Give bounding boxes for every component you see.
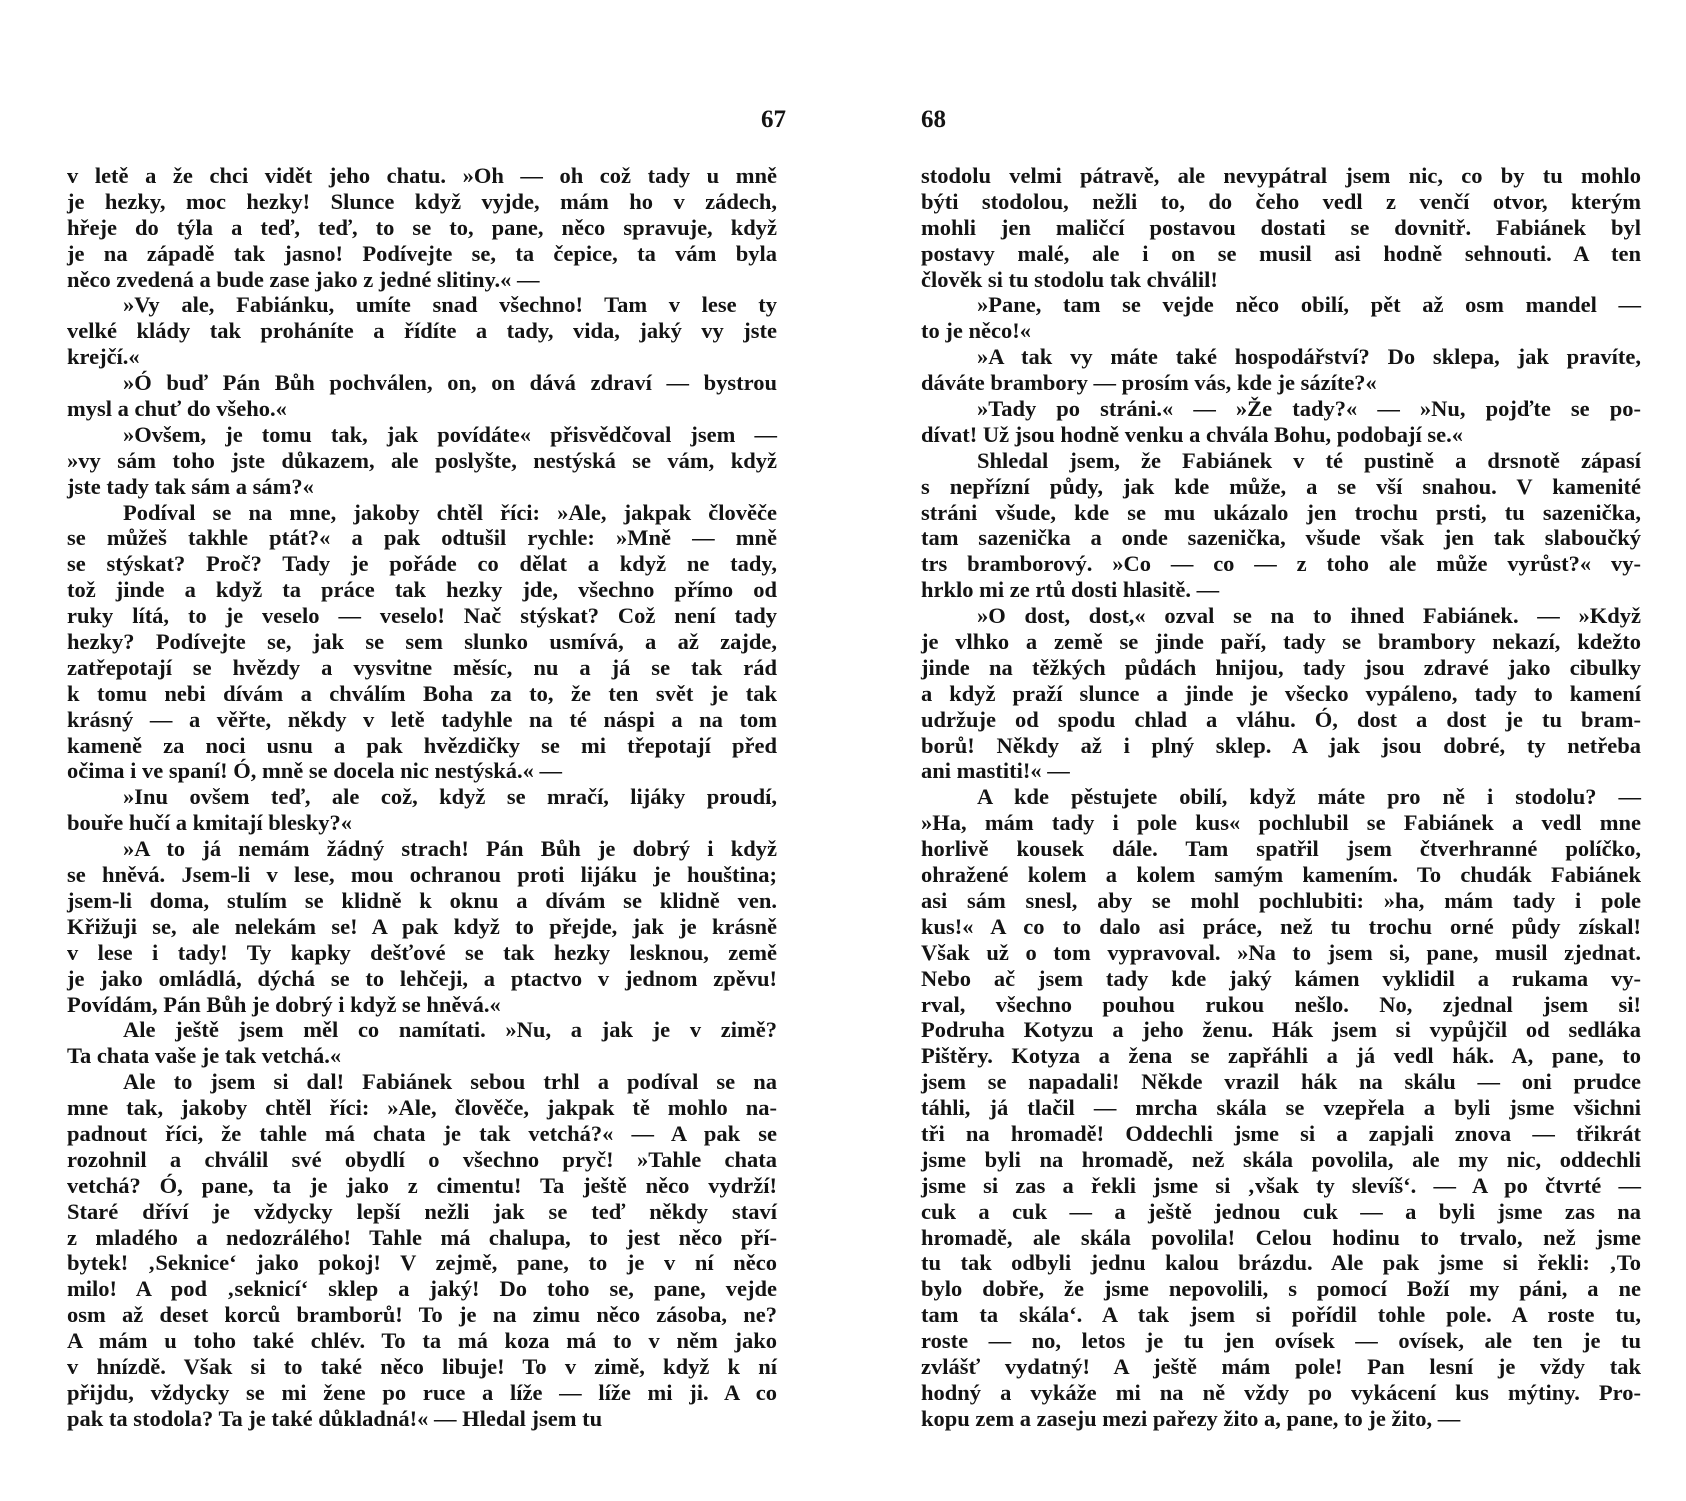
text-line: Ta chata vaše je tak vetchá.« <box>67 1043 342 1069</box>
text-line: dívat! Už jsou hodně venku a chvála Bohu, podobají se.« <box>921 421 1463 447</box>
text-line: jinde na těžkých půdách hnijou, tady jsou zdravé jako cibulky <box>921 654 1641 680</box>
text-line: mysl a chuť do všeho.« <box>67 396 287 422</box>
text-line: »A to já nemám žádný strach! Pán Bůh je dobrý i když <box>123 836 777 862</box>
text-line: hezky? Podívejte se, jak se sem slunko usmívá, a až zajde, <box>67 629 777 655</box>
text-line: v letě a že chci vidět jeho chatu. »Oh — oh což tady u mně <box>67 163 777 188</box>
text-line: osm až deset korců bramborů! To je na zimu něco zásoba, ne? <box>67 1302 777 1328</box>
text-line: bouře hučí a kmitají blesky?« <box>67 810 353 836</box>
text-line: Povídám, Pán Bůh je dobrý i když se hněvá.« <box>67 991 501 1017</box>
text-line: tam ta skála‘. A tak jsem si pořídil tohle pole. A roste tu, <box>921 1302 1641 1328</box>
text-line: »Ovšem, je tomu tak, jak povídáte« přisvědčoval jsem — <box>123 421 777 447</box>
text-line: Shledal jsem, že Fabiánek v té pustině a drsnotě zápasí <box>977 447 1641 473</box>
text-line: trs bramborový. »Co — co — z toho ale může vyrůst?« vy- <box>921 551 1641 577</box>
text-line: jsme si zas a řekli jsme si ‚však ty slevíš‘. — A po čtvrté — <box>921 1172 1641 1198</box>
text-line: milo! A pod ‚seknicí‘ sklep a jaký! Do toho se, pane, vejde <box>67 1276 777 1302</box>
text-line: pak ta stodola? Ta je také důkladná!« — Hledal jsem tu <box>67 1405 603 1431</box>
text-line: A kde pěstujete obilí, když máte pro ně i stodolu? — <box>977 784 1641 810</box>
text-line: s nepřízní půdy, jak kde může, a se vší snahou. V kamenité <box>921 473 1641 499</box>
text-line: jsem-li doma, stulím se klidně k oknu a dívám se klidně ven. <box>67 887 777 913</box>
text-line: kus!« A co to dalo asi práce, než tu trochu orné půdy získal! <box>921 913 1641 939</box>
text-line: Podruha Kotyzu a jeho ženu. Hák jsem si vypůjčil od sedláka <box>921 1017 1641 1043</box>
text-line: je vlhko a země se jinde paří, tady se brambory nekazí, kdežto <box>921 629 1641 655</box>
text-line: v hnízdě. Však si to také něco libuje! To v zimě, když k ní <box>67 1353 777 1379</box>
text-line: »Vy ale, Fabiánku, umíte snad všechno! Tam v lese ty <box>123 292 777 318</box>
text-line: hromadě, ale skála povolila! Celou hodinu to trvalo, než jsme <box>921 1224 1641 1250</box>
text-line: v lese i tady! Ty kapky dešťové se tak hezky lesknou, země <box>67 939 777 965</box>
text-line: se stýskat? Proč? Tady je pořáde co dělat a když ne tady, <box>67 551 777 577</box>
text-line: horlivě kousek dále. Tam spatřil jsem čtverhranné políčko, <box>921 836 1641 862</box>
text-line: je na západě tak jasno! Podívejte se, ta čepice, ta vám byla <box>67 240 777 266</box>
text-line: hřeje do týla a teď, teď, to se to, pane, něco spravuje, když <box>67 214 777 240</box>
text-line: k tomu nebi dívám a chválím Boha za to, že ten svět je tak <box>67 680 777 706</box>
text-line: Staré dříví je vždycky lepší nežli jak se teď někdy staví <box>67 1198 777 1224</box>
text-line: »vy sám toho jste důkazem, ale poslyšte, nestýská se vám, když <box>67 447 777 473</box>
text-line: »Tady po stráni.« — »Že tady?« — »Nu, pojďte se po- <box>977 396 1641 422</box>
text-line: Ale ještě jsem měl co namítati. »Nu, a jak je v zimě? <box>123 1017 777 1043</box>
text-line: rval, všechno pouhou rukou nešlo. No, zjednal jsem si! <box>921 991 1641 1017</box>
text-line: Pištěry. Kotyza a žena se zapřáhli a já vedl hák. A, pane, to <box>921 1043 1641 1069</box>
text-line: bylo dobře, že jsme nepovolili, s pomocí Boží my páni, a ne <box>921 1276 1641 1302</box>
text-line: postavy malé, ale i on se musil asi hodně sehnouti. A ten <box>921 240 1641 266</box>
text-line: mne tak, jakoby chtěl říci: »Ale, člověče, jakpak tě mohlo na- <box>67 1095 777 1121</box>
text-line: jste tady tak sám a sám?« <box>67 473 314 499</box>
text-line: táhli, já tlačil — mrcha skála se vzepřela a byli jsme všichni <box>921 1095 1641 1121</box>
text-line: něco zvedená a bude zase jako z jedné slitiny.« — <box>67 266 540 292</box>
text-line: vetchá? Ó, pane, ta je jako z cimentu! Ta ještě něco vydrží! <box>67 1172 777 1198</box>
text-line: to je něco!« <box>921 318 1031 344</box>
text-line: se můžeš takhle ptát?« a pak odtušil rychle: »Mně — mně <box>67 525 777 551</box>
text-line: asi sám snesl, aby se mohl pochlubiti: »ha, mám tady i pole <box>921 887 1641 913</box>
text-line: ohražené kolem a kolem samým kamením. To chudák Fabiánek <box>921 862 1641 888</box>
text-line: udržuje od spodu chlad a vláhu. Ó, dost a dost je tu bram- <box>921 706 1641 732</box>
text-line: rozohnil a chválil své obydlí o všechno pryč! »Tahle chata <box>67 1146 777 1172</box>
text-line: krejčí.« <box>67 344 140 370</box>
text-line: jsem se napadali! Někde vrazil hák na skálu — oni prudce <box>921 1069 1641 1095</box>
text-line: Ale to jsem si dal! Fabiánek sebou trhl a podíval se na <box>123 1069 777 1095</box>
text-line: Nebo ač jsem tady kde jaký kámen vyklidil a rukama vy- <box>921 965 1641 991</box>
text-line: se hněvá. Jsem-li v lese, mou ochranou proti lijáku je houština; <box>67 862 777 888</box>
text-line: Podíval se na mne, jakoby chtěl říci: »Ale, jakpak člověče <box>123 499 777 525</box>
text-line: »O dost, dost,« ozval se na to ihned Fabiánek. — »Když <box>977 603 1641 629</box>
page-number: 67 <box>761 106 786 133</box>
text-line: tři na hromadě! Oddechli jsme si a zapjali znova — třikrát <box>921 1120 1641 1146</box>
text-line: »Ha, mám tady i pole kus« pochlubil se Fabiánek a vedl mne <box>921 810 1641 836</box>
text-line: ani mastiti!« — <box>921 758 1070 784</box>
text-line: krásný — a věřte, někdy v letě tadyhle na té náspi a na tom <box>67 706 777 732</box>
text-line: mohli jen maličcí postavou dostati se dovnitř. Fabiánek byl <box>921 214 1641 240</box>
text-line: z mladého a nedozrálého! Tahle má chalupa, to jest něco pří- <box>67 1224 777 1250</box>
text-line: očima i ve spaní! Ó, mně se docela nic nestýská.« — <box>67 758 562 784</box>
text-line: A mám u toho také chlév. To ta má koza má to v něm jako <box>67 1328 777 1354</box>
text-line: roste — no, letos je tu jen ovísek — ovísek, ale ten je tu <box>921 1328 1641 1354</box>
text-line: a když praží slunce a jinde je všecko vypáleno, tady to kamení <box>921 680 1641 706</box>
text-line: člověk si tu stodolu tak chválil! <box>921 266 1218 292</box>
text-line: Křižuji se, ale nelekám se! A pak když to přejde, jak je krásně <box>67 913 777 939</box>
text-line: hrklo mi ze rtů dosti hlasitě. — <box>921 577 1220 603</box>
page-number: 68 <box>921 106 946 133</box>
text-line: »Inu ovšem teď, ale což, když se mračí, lijáky proudí, <box>123 784 777 810</box>
text-line: padnout říci, že tahle má chata je tak vetchá?« — A pak se <box>67 1120 777 1146</box>
text-line: přijdu, vždycky se mi žene po ruce a líže — líže mi ji. A co <box>67 1379 777 1405</box>
text-line: zvlášť vydatný! A ještě mám pole! Pan lesní je vždy tak <box>921 1353 1641 1379</box>
text-line: býti stodolou, nežli to, do čeho vedl z venčí otvor, kterým <box>921 188 1641 214</box>
text-line: borů! Někdy až i plný sklep. A jak jsou dobré, ty netřeba <box>921 732 1641 758</box>
text-line: je hezky, moc hezky! Slunce když vyjde, mám ho v zádech, <box>67 188 777 214</box>
text-line: »A tak vy máte také hospodářství? Do sklepa, jak pravíte, <box>977 344 1641 370</box>
text-line: »Ó buď Pán Bůh pochválen, on, on dává zdraví — bystrou <box>123 370 777 396</box>
text-line: tož jinde a když ta práce tak hezky jde, všechno přímo od <box>67 577 777 603</box>
text-line: kameně za noci usnu a pak hvězdičky se mi třepotají před <box>67 732 777 758</box>
page-text <box>67 163 777 1432</box>
text-line: hodný a vykáže mi na ně vždy po vykácení kus mýtiny. Pro- <box>921 1379 1641 1405</box>
text-line: stráni všude, kde se mu ukázalo jen trochu prsti, tu sazenička, <box>921 499 1641 525</box>
text-line: tam sazenička a onde sazenička, všude však jen tak slaboučký <box>921 525 1641 551</box>
text-line: jsme byli na hromadě, než skála povolila, ale my nic, oddechli <box>921 1146 1641 1172</box>
text-line: bytek! ‚Seknice‘ jako pokoj! V zejmě, pane, to je v ní něco <box>67 1250 777 1276</box>
text-line: stodolu velmi pátravě, ale nevypátral jsem nic, co by tu mohlo <box>921 163 1641 188</box>
text-line: kopu zem a zaseju mezi pařezy žito a, pane, to je žito, — <box>921 1405 1461 1431</box>
text-line: tu tak odbyli jednu kalou brázdu. Ale pak jsme si řekli: ‚To <box>921 1250 1641 1276</box>
text-line: je jako omládlá, dýchá se to lehčeji, a ptactvo v jednom zpěvu! <box>67 965 777 991</box>
page-text <box>921 163 1641 1432</box>
text-line: velké klády tak proháníte a řídíte a tady, vida, jaký vy jste <box>67 318 777 344</box>
right-page <box>843 0 1686 1501</box>
text-line: »Pane, tam se vejde něco obilí, pět až osm mandel — <box>977 292 1641 318</box>
text-line: cuk a cuk — a ještě jednou cuk — a byli jsme zas na <box>921 1198 1641 1224</box>
text-line: Však už o tom vypravoval. »Na to jsem si, pane, musil zjednat. <box>921 939 1641 965</box>
text-line: dáváte brambory — prosím vás, kde je sázíte?« <box>921 370 1377 396</box>
text-line: zatřepotají se hvězdy a vysvitne měsíc, nu a já se tak rád <box>67 654 777 680</box>
text-line: ruky lítá, to je veselo — veselo! Nač stýskat? Což není tady <box>67 603 777 629</box>
